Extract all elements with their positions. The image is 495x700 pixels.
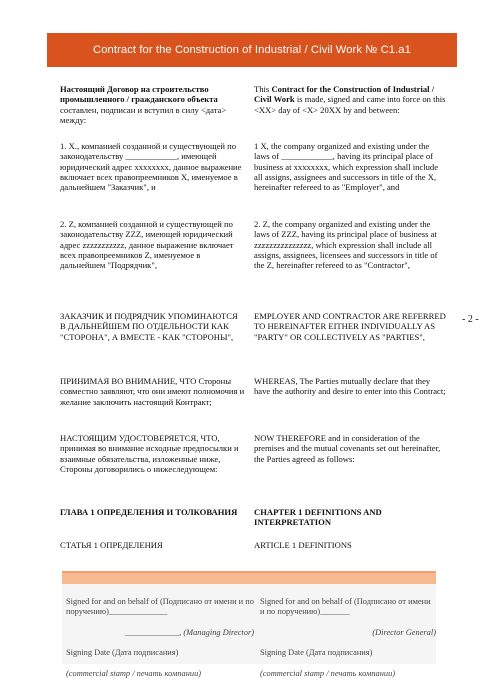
article-heading-en: ARTICLE 1 DEFINITIONS [254, 540, 352, 550]
preamble-en: This Contract for the Construction of Industrial / Civil Work is made, signed and came into force on this <XX> day of <X> 20XX by and between: [254, 84, 446, 115]
party-z-ru: 2. Z, компанией созданной и существующей по законодательству ZZZ, имеющей юридический адрес zzzzzzzzzzz, данное выражение включает всех правопреемников Z, именуемое в дальнейшем "Подрядчик", [60, 219, 234, 271]
preamble-ru: Настоящий Договор на строительство промышленного / гражданского объекта составлен, подписан и вступил в силу <дата> между: [60, 84, 227, 125]
signature-right: Signed for and on behalf of (Подписано от имени и по поручению)_______ (Director General) Signing Date (Дата подписания) (commercial stamp / печать компании) [260, 597, 436, 678]
party-x-ru: 1. X., компанией созданной и существующей по законодательству ____________, имеющей юридический адрес xxxxxxxx, данное выражение включает всех правопреемников X, именуемое в дальнейшем "Заказчик", и [60, 141, 242, 193]
signature-header-band [62, 571, 436, 584]
party-z-en: 2. Z, the company organized and existing under the laws of ZZZ, having its principal place of business at zzzzzzzzzzzzzzz, which expression shall include all assigns, assignees, licensees and successors in title of the Z, hereinafter refereed to as "Contractor", [254, 219, 438, 271]
chapter-heading-en: CHAPTER 1 DEFINITIONS AND INTERPRETATION [254, 507, 382, 528]
parties-clause-ru: ЗАКАЗЧИК И ПОДРЯДЧИК УПОМИНАЮТСЯ В ДАЛЬНЕЙШЕМ ПО ОТДЕЛЬНОСТИ КАК "СТОРОНА", А ВМЕСТЕ - КАК "СТОРОНЫ", [60, 311, 238, 342]
now-therefore-en: NOW THEREFORE and in consideration of the premises and the mutual covenants set out hereinafter, the Parties agreed as follows: [254, 433, 441, 464]
document-title: Contract for the Construction of Industrial / Civil Work № C1.a1 [93, 44, 411, 56]
signature-left: Signed for and on behalf of (Подписано от имени и по поручению)______________ _____________, (Managing Director) Signing Date (Дата подписания) (commercial stamp / печать компании) [66, 597, 254, 678]
document-title-banner [47, 33, 457, 67]
page-number: - 2 - [462, 314, 479, 325]
now-therefore-ru: НАСТОЯЩИМ УДОСТОВЕРЯЕТСЯ, ЧТО, принимая во внимание исходные предпосылки и взаимные обязательства, изложенные ниже, Стороны договорились о нижеследующем: [60, 433, 239, 474]
parties-clause-en: EMPLOYER AND CONTRACTOR ARE REFERRED TO HEREINAFTER EITHER INDIVIDUALLY AS "PARTY" OR COLLECTIVELY AS "PARTIES", [254, 311, 446, 342]
whereas-en: WHEREAS, The Parties mutually declare that they have the authority and desire to enter into this Contract; [254, 376, 446, 397]
article-heading-ru: СТАТЬЯ 1 ОПРЕДЕЛЕНИЯ [60, 540, 163, 550]
party-x-en: 1 X, the company organized and existing under the laws of ____________, having its principal place of business at xxxxxxxx, which expression shall include all assigns, assignees and successors in title of the X, hereinafter refereed to as "Employer", and [254, 141, 439, 193]
chapter-heading-ru: ГЛАВА 1 ОПРЕДЕЛЕНИЯ И ТОЛКОВАНИЯ [60, 507, 238, 517]
whereas-ru: ПРИНИМАЯ ВО ВНИМАНИЕ, ЧТО Стороны совместно заявляют, что они имеют полномочия и желание заключить настоящий Контракт; [60, 376, 245, 407]
